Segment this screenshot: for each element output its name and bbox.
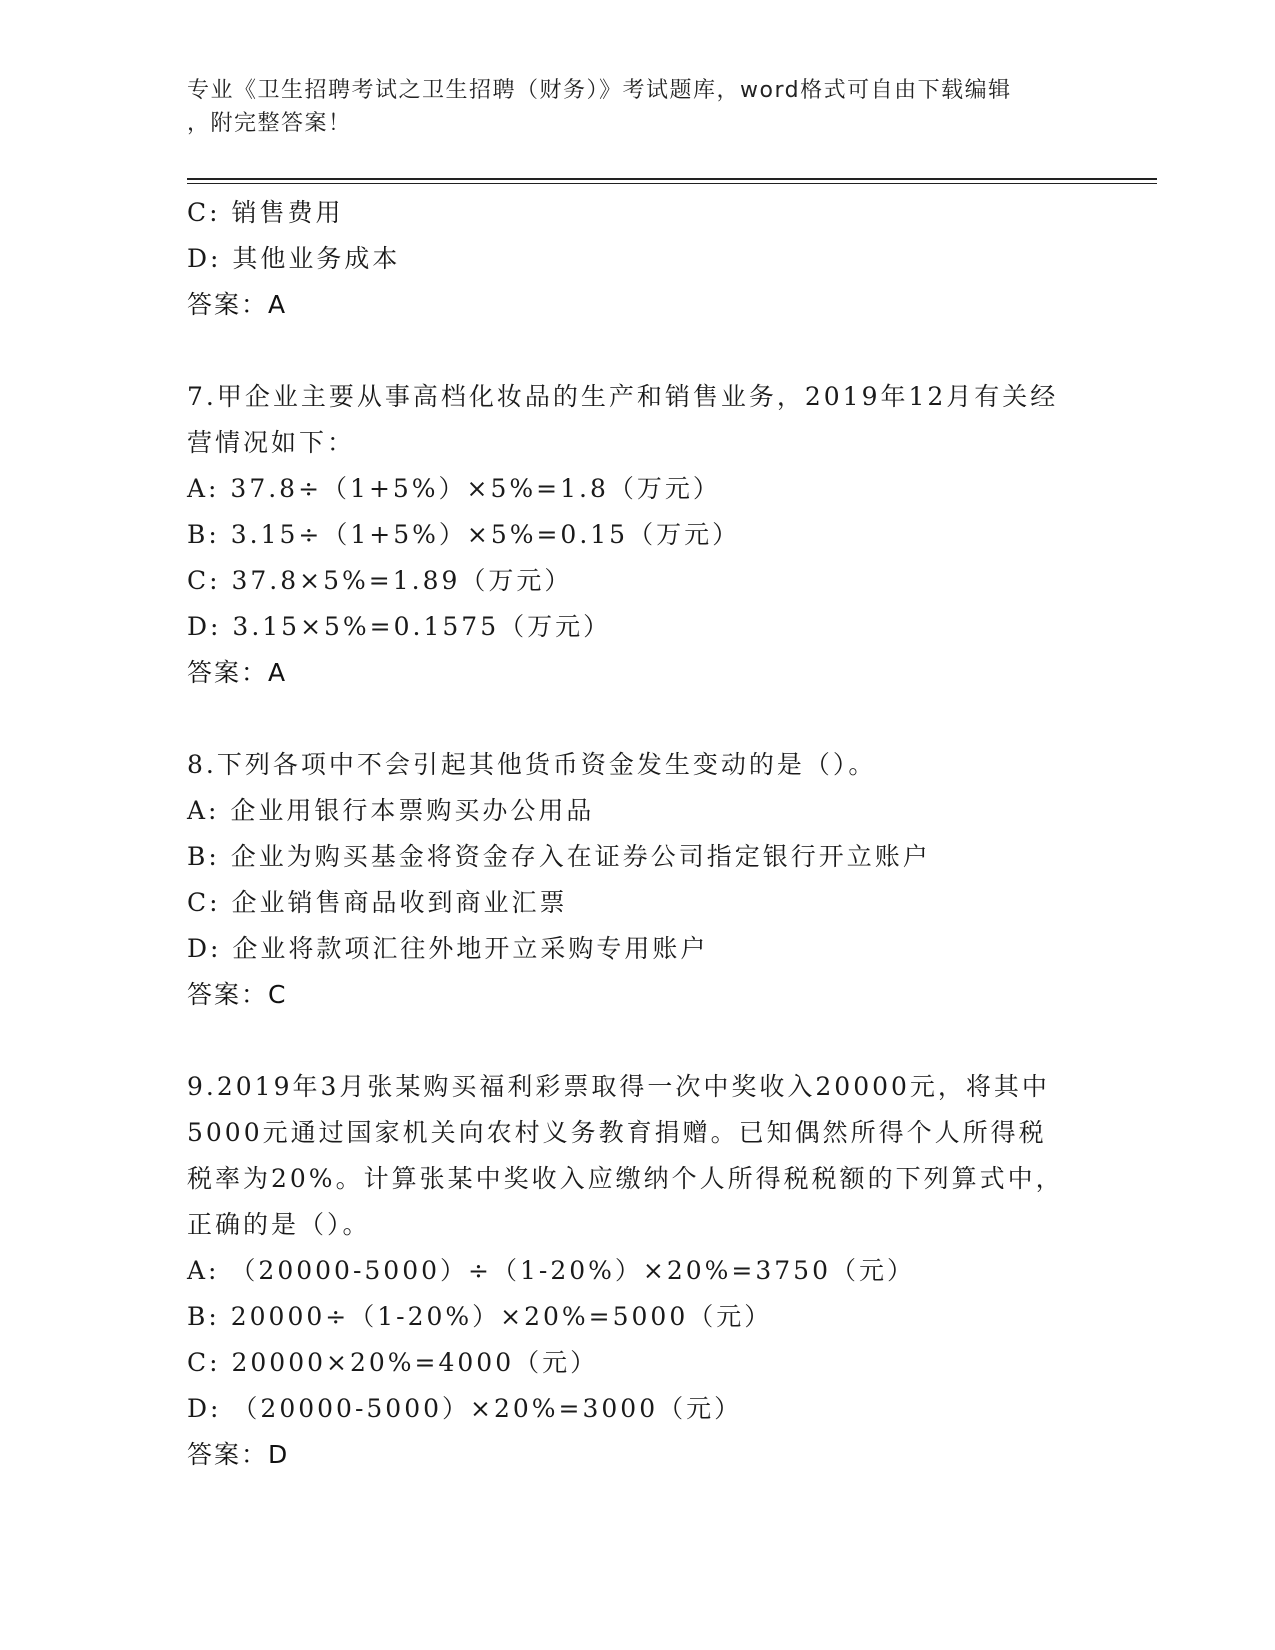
question-stem-line: 税率为20%。计算张某中奖收入应缴纳个人所得税税额的下列算式中， [187, 1164, 1064, 1193]
answer-line: 答案：A [187, 290, 288, 319]
question-stem-line: 8.下列各项中不会引起其他货币资金发生变动的是（）。 [187, 750, 877, 779]
header-line-2: ，附完整答案！ [187, 111, 352, 136]
header-line-1: 专业《卫生招聘考试之卫生招聘（财务）》考试题库，word格式可自由下载编辑 [187, 78, 1012, 103]
document-header [187, 74, 1087, 140]
question-stem-line: 7.甲企业主要从事高档化妆品的生产和销售业务，2019年12月有关经 [187, 382, 1059, 411]
option-b: B: 企业为购买基金将资金存入在证券公司指定银行开立账户 [187, 842, 931, 871]
option-a: A: （20000-5000）÷（1-20%）×20%=3750（元） [187, 1256, 915, 1285]
option-d: D: 3.15×5%=0.1575（万元） [187, 612, 612, 641]
question-stem-line: 5000元通过国家机关向农村义务教育捐赠。已知偶然所得个人所得税 [187, 1118, 1047, 1147]
question-block-8 [187, 742, 1087, 1018]
option-d: D: （20000-5000）×20%=3000（元） [187, 1394, 743, 1423]
option-d: D: 其他业务成本 [187, 244, 401, 273]
option-c: C: 企业销售商品收到商业汇票 [187, 888, 568, 917]
question-block-7 [187, 374, 1087, 696]
answer-line: 答案：D [187, 1440, 290, 1469]
question-block-9 [187, 1064, 1087, 1478]
question-stem-line: 正确的是（）。 [187, 1210, 371, 1239]
option-a: A: 企业用银行本票购买办公用品 [187, 796, 595, 825]
question-stem-line: 9.2019年3月张某购买福利彩票取得一次中奖收入20000元，将其中 [187, 1072, 1050, 1101]
answer-line: 答案：A [187, 658, 288, 687]
option-a: A: 37.8÷（1+5%）×5%=1.8（万元） [187, 474, 721, 503]
option-c: C: 20000×20%=4000（元） [187, 1348, 599, 1377]
question-list [187, 190, 1087, 1478]
question-stem-line: 营情况如下： [187, 428, 356, 457]
spacer [187, 328, 1087, 374]
question-block-6-tail [187, 190, 1087, 328]
option-d: D: 企业将款项汇往外地开立采购专用账户 [187, 934, 709, 963]
spacer [187, 1018, 1087, 1064]
option-c: C: 销售费用 [187, 198, 344, 227]
answer-line: 答案：C [187, 980, 288, 1009]
option-b: B: 20000÷（1-20%）×20%=5000（元） [187, 1302, 773, 1331]
header-divider-thick [187, 178, 1157, 180]
spacer [187, 696, 1087, 742]
option-b: B: 3.15÷（1+5%）×5%=0.15（万元） [187, 520, 741, 549]
option-c: C: 37.8×5%=1.89（万元） [187, 566, 573, 595]
header-divider-thin [187, 183, 1157, 184]
